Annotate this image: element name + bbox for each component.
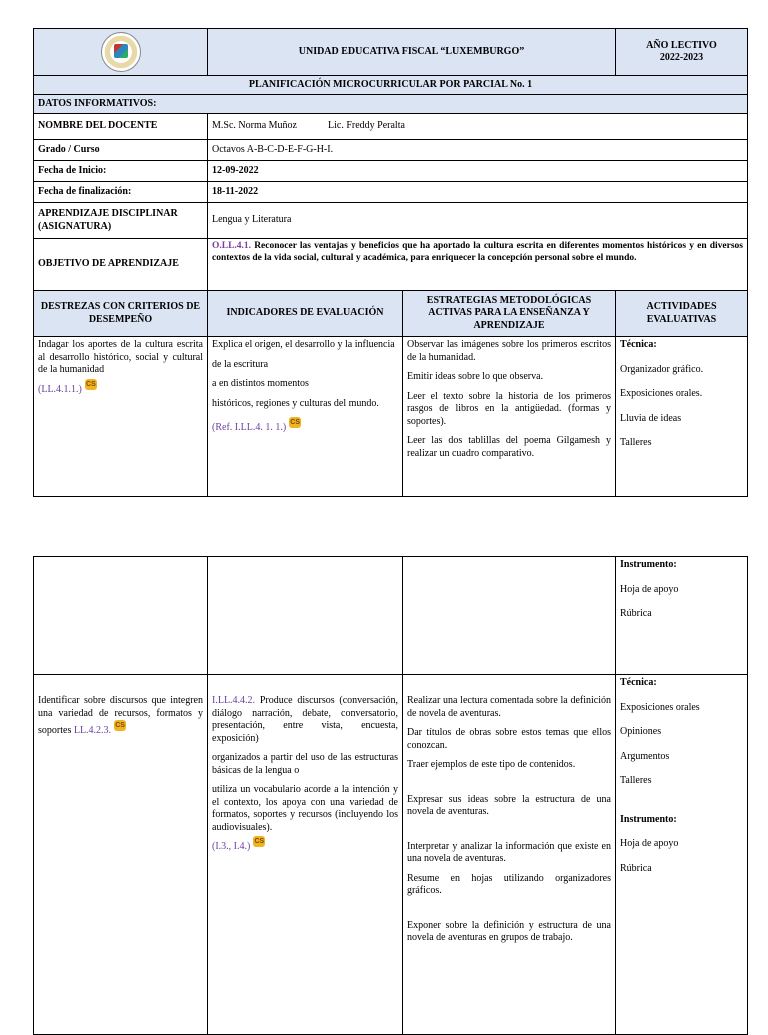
row1-act-1: Organizador gráfico. <box>620 363 704 375</box>
row2-str-1: Realizar una lectura comentada sobre la definición de novela de aventuras. <box>407 695 611 719</box>
school-year <box>616 29 748 76</box>
planning-table-page-1 <box>33 28 748 497</box>
row2-ind-1: Produce discursos (conversación, diálogo narración, debate, conversatorio, presentación, entre vista, encuesta, exposición) <box>212 695 398 744</box>
row2-ind-code: I.LL.4.4.2. <box>212 695 256 706</box>
row2-skill-text: Identificar sobre discursos que integren una variedad de recursos, formatos y soportes <box>38 695 203 736</box>
school-year-label: AÑO LECTIVO <box>646 39 717 51</box>
row2-str-7: Exponer sobre la definición y estructura de una novela de aventuras en grupos de trabajo. <box>407 919 611 943</box>
row1-ind-2: de la escritura <box>212 358 269 370</box>
row1-strategies <box>403 337 616 497</box>
row2-skill-code: LL.4.2.3. <box>73 725 112 736</box>
row2-act-1: Exposiciones orales <box>620 701 700 713</box>
subject-label: APRENDIZAJE DISCIPLINAR (ASIGNATURA) <box>34 203 208 239</box>
row1-ind-code: (Ref. I.LL.4. 1. 1.) <box>212 422 287 433</box>
row1-skill-code: (LL.4.1.1.) <box>38 383 82 395</box>
row1-str-2: Emitir ideas sobre lo que observa. <box>407 371 544 382</box>
p2-act-2: Rúbrica <box>620 608 652 619</box>
row2-ind-3: utiliza un vocabulario acorde a la intención y el contexto, los apoya con una variedad de formatos, soportes y recursos (incluyendo los audiovisuales). <box>212 784 398 833</box>
row2-inst-label: Instrumento: <box>620 813 677 825</box>
row2-str-6: Resume en hojas utilizando organizadores gráficos. <box>407 872 611 896</box>
planning-table-page-2 <box>33 556 748 1035</box>
school-name: UNIDAD EDUCATIVA FISCAL “LUXEMBURGO” <box>208 29 616 76</box>
objective-label: OBJETIVO DE APRENDIZAJE <box>34 239 208 291</box>
p2-act-1: Hoja de apoyo <box>620 583 679 595</box>
row1-ind-4: históricos, regiones y culturas del mundo. <box>212 397 379 409</box>
row1-str-3: Leer el texto sobre la historia de los primeros rasgos de libros en la antigüedad. (formas y soportes). <box>407 390 611 427</box>
row1-skill <box>34 337 208 497</box>
row2-act-2: Opiniones <box>620 726 662 737</box>
row1-str-4: Leer las dos tablillas del poema Gilgamesh y realizar un cuadro comparativo. <box>407 435 611 459</box>
row2-str-3: Traer ejemplos de este tipo de contenidos. <box>407 759 576 770</box>
row2-act-4: Talleres <box>620 775 652 786</box>
cs-badge-icon: CS <box>115 722 125 729</box>
row2-ind-2: organizados a partir del uso de las estructuras básicas de la lengua o <box>212 752 398 776</box>
row2-str-2: Dar títulos de obras sobre estos temas que ellos conozcan. <box>407 727 611 751</box>
teacher-1: M.Sc. Norma Muñoz <box>212 120 297 132</box>
row2-tech-label: Técnica: <box>620 677 657 688</box>
row1-ind-3: a en distintos momentos <box>212 378 309 389</box>
row2-str-4: Expresar sus ideas sobre la estructura de una novela de aventuras. <box>407 793 611 817</box>
cs-badge-icon: CS <box>254 838 265 845</box>
row1-act-4: Talleres <box>620 437 652 448</box>
row2-act-6: Rúbrica <box>620 862 652 874</box>
subject-value: Lengua y Literatura <box>208 203 748 239</box>
cs-badge-icon: CS <box>86 380 96 388</box>
start-date-label: Fecha de Inicio: <box>34 161 208 182</box>
row2-str-5: Interpretar y analizar la información que existe en una novela de aventuras. <box>407 840 611 864</box>
row2-ind-ref: (I.3., I.4.) <box>212 841 251 852</box>
objective-code: O.LL.4.1. <box>212 241 252 251</box>
objective-value <box>208 239 748 291</box>
school-logo-icon <box>101 32 141 72</box>
row1-act-3: Lluvia de ideas <box>620 412 682 424</box>
row2-activities <box>616 675 748 1035</box>
school-year-value: 2022-2023 <box>659 52 704 63</box>
row1-indicators <box>208 337 403 497</box>
row1-skill-text: Indagar los aportes de la cultura escrita al desarrollo histórico, social y cultural de la humanidad <box>38 339 203 375</box>
row1-act-2: Exposiciones orales. <box>620 388 703 399</box>
row1-ind-1: Explica el origen, el desarrollo y la influencia <box>212 339 395 350</box>
info-section-title: DATOS INFORMATIVOS: <box>34 95 748 114</box>
end-date-label: Fecha de finalización: <box>34 182 208 203</box>
p2-row1-strategies <box>403 557 616 675</box>
cs-badge-icon: CS <box>290 419 301 426</box>
start-date-value: 12-09-2022 <box>208 161 748 182</box>
grade-value: Octavos A-B-C-D-E-F-G-H-I. <box>208 140 748 161</box>
logo-cell <box>34 29 208 76</box>
header-skills: DESTREZAS CON CRITERIOS DE DESEMPEÑO <box>34 291 208 337</box>
teacher-2: Lic. Freddy Peralta <box>328 120 405 132</box>
p2-row1-activities <box>616 557 748 675</box>
row1-activities <box>616 337 748 497</box>
p2-inst-label: Instrumento: <box>620 559 677 570</box>
row2-strategies <box>403 675 616 1035</box>
row2-act-3: Argumentos <box>620 750 670 762</box>
row1-tech-label: Técnica: <box>620 339 657 350</box>
header-indicators: INDICADORES DE EVALUACIÓN <box>208 291 403 337</box>
row2-act-5: Hoja de apoyo <box>620 838 679 849</box>
header-strategies: ESTRATEGIAS METODOLÓGICAS ACTIVAS PARA LA ENSEÑANZA Y APRENDIZAJE <box>403 291 616 337</box>
row1-str-1: Observar las imágenes sobre los primeros escritos de la humanidad. <box>407 339 611 363</box>
p2-row1-indicators <box>208 557 403 675</box>
end-date-value: 18-11-2022 <box>208 182 748 203</box>
row2-indicators <box>208 675 403 1035</box>
row2-skill <box>34 675 208 1035</box>
objective-text: Reconocer las ventajas y beneficios que ha aportado la cultura escrita en diferentes momentos históricos y en diversos contextos de la vida social, cultural y académica, para enriquecer la concepción personal sobre el mundo. <box>212 241 743 263</box>
planning-title: PLANIFICACIÓN MICROCURRICULAR POR PARCIAL No. 1 <box>34 76 748 95</box>
header-activities: ACTIVIDADES EVALUATIVAS <box>616 291 748 337</box>
teacher-label: NOMBRE DEL DOCENTE <box>34 114 208 140</box>
teacher-value <box>208 114 748 140</box>
p2-row1-skill <box>34 557 208 675</box>
grade-label: Grado / Curso <box>34 140 208 161</box>
